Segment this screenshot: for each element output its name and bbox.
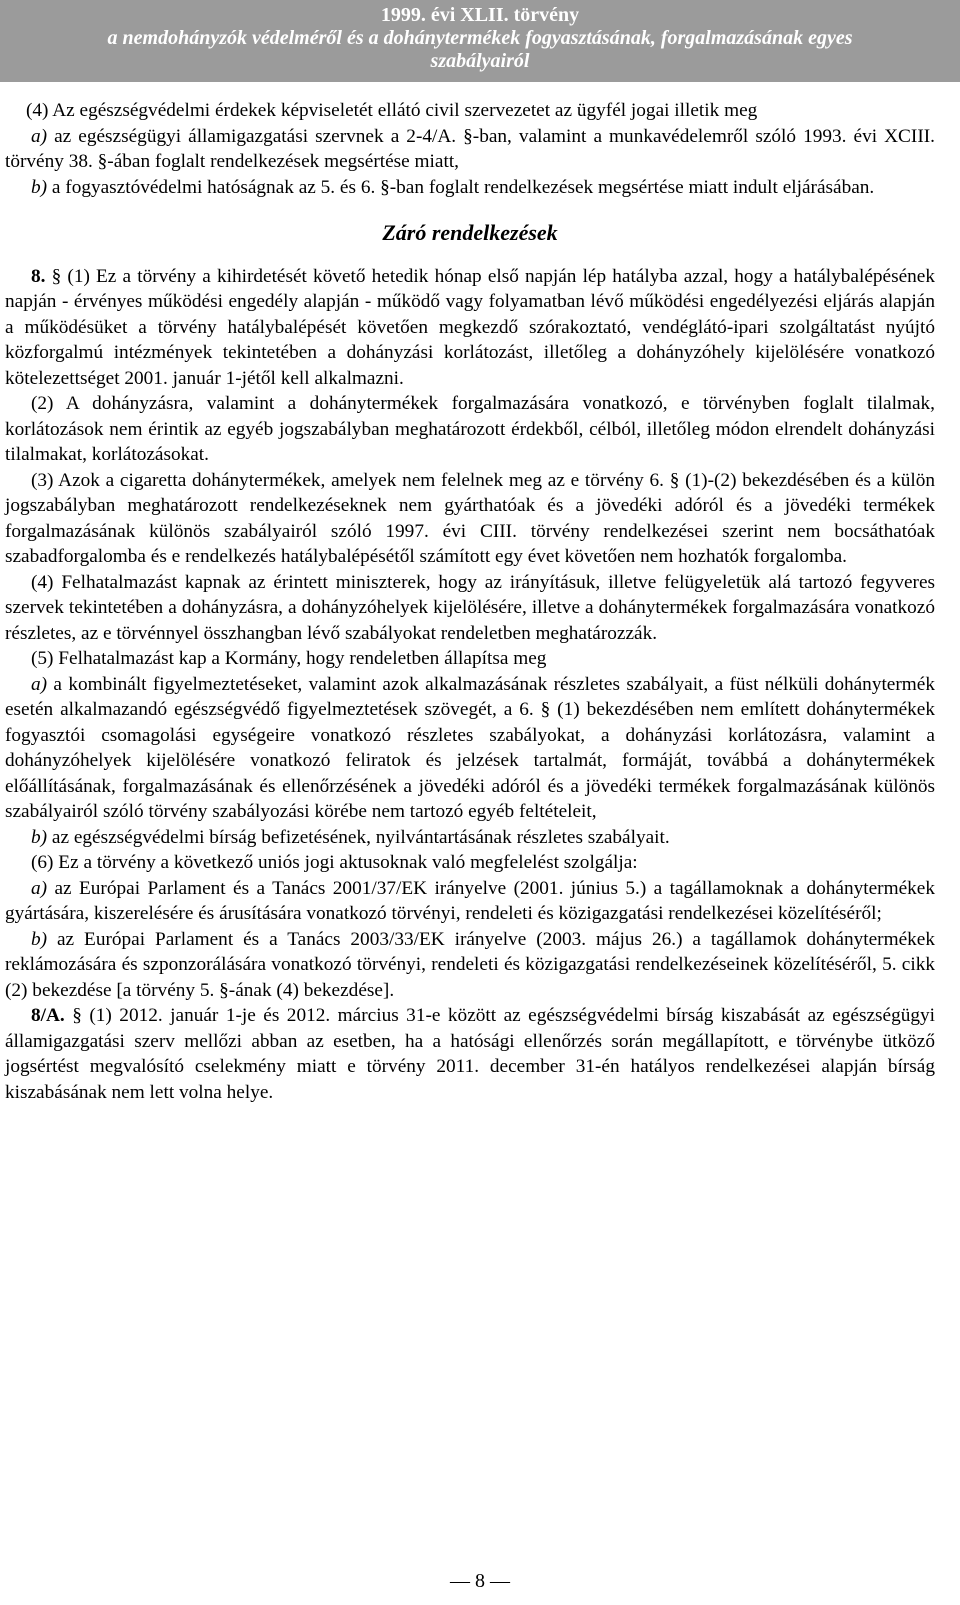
law-title-line1: a nemdohányzók védelméről és a dohánytermékek fogyasztásának, forgalmazásának egyes bbox=[107, 27, 853, 49]
page-number: — 8 — bbox=[450, 1570, 510, 1592]
document-body bbox=[5, 98, 935, 1105]
section-8-para-5: (5) Felhatalmazást kap a Kormány, hogy rendeletben állapítsa meg bbox=[31, 648, 547, 669]
section-8-para-6b: b) az Európai Parlament és a Tanács 2003/33/EK irányelve (2003. május 26.) a tagállamok dohánytermékek reklámozására és szponzorálására vonatkozó törvényi, rendeleti és közigazgatási rendelkezéseinek közelítéséről, 5. cikk (2) bekezdése [a törvény 5. §-ának (4) bekezdése]. bbox=[5, 928, 935, 1001]
section-heading: Záró rendelkezések bbox=[382, 220, 558, 245]
law-title-line2: szabályairól bbox=[430, 50, 530, 72]
page-header bbox=[0, 0, 960, 82]
section-8-para-3: (3) Azok a cigaretta dohánytermékek, amelyek nem felelnek meg az e törvény 6. § (1)-(2) bekezdésében és a külön jogszabályban meghatározott rendelkezéseknek nem gyárthatóak és a jövedéki adóról és a jövedéki termékek forgalmazásának különös szabályairól szóló 1997. évi CIII. törvény rendelkezései szerint nem bocsáthatóak szabadforgalomba és e rendelkezés hatálybalépésétől számított egy évet követően nem hozhatók forgalomba. bbox=[5, 469, 935, 567]
section-8-para-6: (6) Ez a törvény a következő uniós jogi aktusoknak való megfelelést szolgálja: bbox=[31, 852, 638, 873]
section-8-para-5a: a) a kombinált figyelmeztetéseket, valamint azok alkalmazásának részletes szabályait, a füst nélküli dohánytermék esetén alkalmazandó egészségvédő figyelmeztetések szövegét, a 6. § (1) bekezdésében nem említett dohánytermékek fogyasztói csomagolási egységeire vonatkozó részletes szabályokat, a dohányzási korlátozásra, valamint a dohányzóhelyek kijelölésére vonatkozó feliratok és jelzések tartalmát, formáját, továbbá a dohánytermékek előállításának, forgalmazásának és ellenőrzésének a jövedéki adóról és a jövedéki termékek forgalmazásának különös szabályairól szóló törvény szabályozási körébe nem tartozó egyéb feltételeit, bbox=[5, 673, 935, 822]
item-a: a) az egészségügyi államigazgatási szervnek a 2-4/A. §-ban, valamint a munkavédelemről szóló 1993. évi XCIII. törvény 38. §-ában foglalt rendelkezések megsértése miatt, bbox=[5, 125, 935, 172]
item-b: b) a fogyasztóvédelmi hatóságnak az 5. és 6. §-ban foglalt rendelkezések megsértése miatt indult eljárásában. bbox=[31, 176, 875, 198]
law-number: 1999. évi XLII. törvény bbox=[380, 4, 580, 26]
paragraph-civil-rights: (4) Az egészségvédelmi érdekek képviseletét ellátó civil szervezetet az ügyfél jogai illetik meg bbox=[26, 100, 758, 121]
section-8a: 8/A. § (1) 2012. január 1-je és 2012. március 31-e között az egészségvédelmi bírság kiszabását az egészségügyi államigazgatási szerv mellőzi abban az esetben, ha a hatósági ellenőrzés során megállapított, e törvénybe ütköző jogsértést megvalósító cselekmény miatt e törvény 2011. december 31-én hatályos rendelkezései alapján bírság kiszabásának nem lett volna helye. bbox=[5, 1005, 935, 1103]
section-8-para-4: (4) Felhatalmazást kapnak az érintett miniszterek, hogy az irányításuk, illetve felügyeletük alá tartozó fegyveres szervek tekintetében a dohányzásra, a dohányzóhelyek kijelölésére, illetve a dohánytermékek forgalmazására vonatkozó részletes, az e törvénnyel összhangban lévő szabályokat rendeletben meghatározzák. bbox=[5, 571, 935, 644]
section-8-para-1: 8. § (1) Ez a törvény a kihirdetését követő hetedik hónap első napján lép hatályba azzal, hogy a hatálybalépésének napján - érvényes működési engedély alapján - működő vagy folyamatban lévő működési engedélyezési eljárás alapján a működésüket a törvény hatálybalépését követően megkezdő szórakoztató, vendéglátó-ipari szolgáltatást nyújtó közforgalmú intézmények tekintetében a dohányzási korlátozást, illetőleg a dohányzóhely kijelölésére vonatkozó kötelezettséget 2001. január 1-jétől kell alkalmazni. bbox=[5, 265, 936, 389]
section-8-para-2: (2) A dohányzásra, valamint a dohánytermékek forgalmazására vonatkozó, e törvényben foglalt tilalmak, korlátozások nem érintik az egyéb jogszabályban meghatározott érdekből, célból, illetőleg módon elrendelt dohányzási tilalmakat, korlátozásokat. bbox=[5, 393, 935, 465]
section-8-para-5b: b) az egészségvédelmi bírság befizetésének, nyilvántartásának részletes szabályait. bbox=[31, 826, 670, 848]
section-8-para-6a: a) az Európai Parlament és a Tanács 2001/37/EK irányelve (2001. június 5.) a tagállamoknak a dohánytermékek gyártására, kiszerelésére és árusítására vonatkozó törvényi, rendeleti és közigazgatási rendelkezései közelítéséről; bbox=[5, 877, 935, 924]
